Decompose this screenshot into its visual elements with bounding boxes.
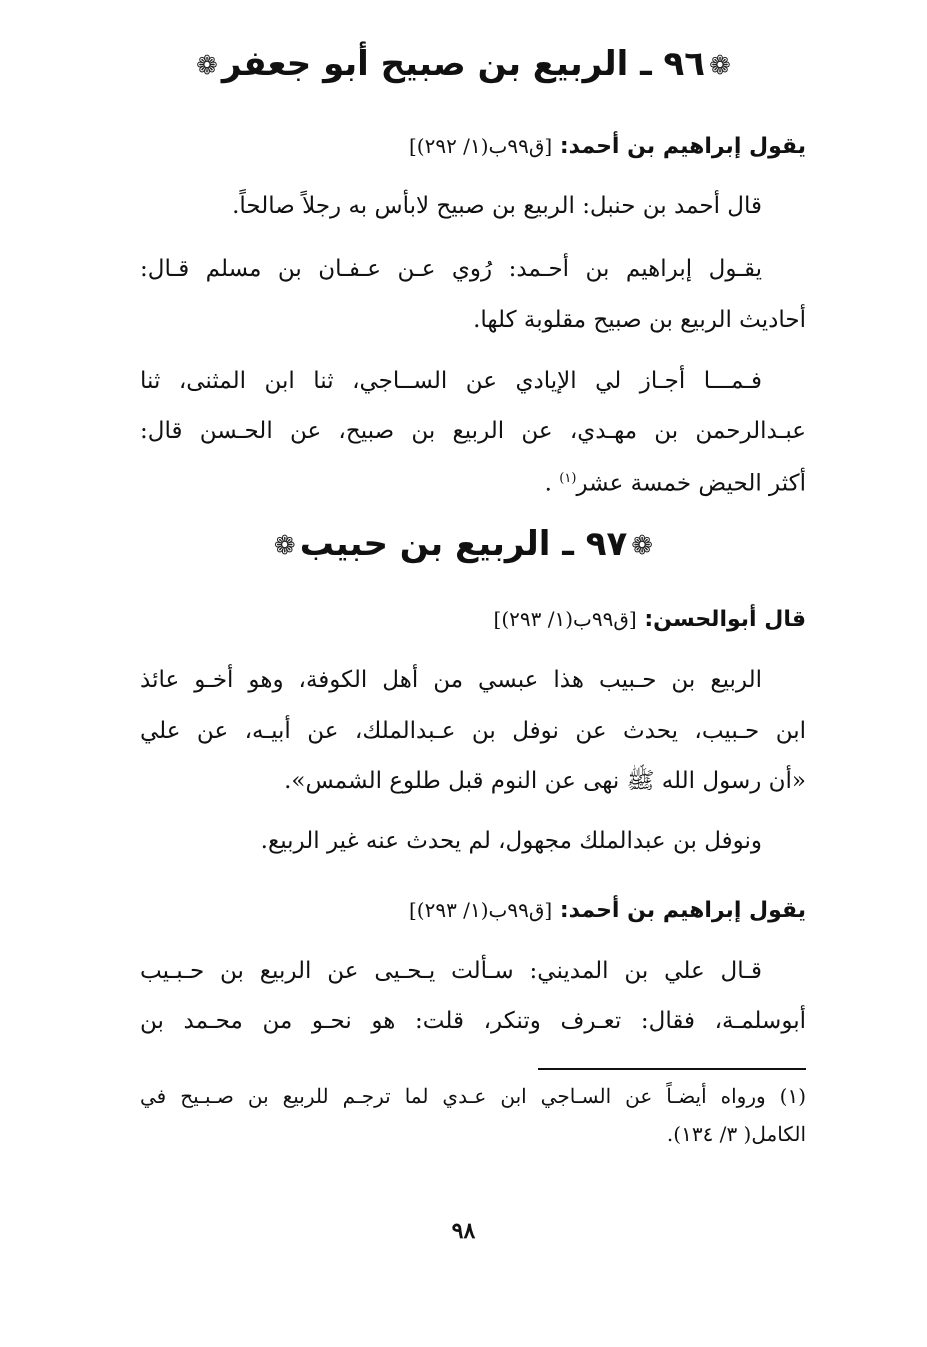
- paragraph-line: قـال علي بن المديني: سـألت يـحـيى عن الربيع بن حـبـيب: [140, 958, 762, 984]
- narrator-label: يقول إبراهيم بن أحمد:: [559, 898, 806, 923]
- paragraph-line: ونوفل بن عبدالملك مجهول، لم يحدث عنه غير الربيع.: [260, 828, 762, 854]
- section-97-title: [0, 524, 927, 564]
- ornament-icon: ❁: [709, 50, 731, 81]
- section-96-title: [0, 44, 927, 84]
- ornament-icon: ❁: [631, 530, 654, 561]
- paragraph-line: الربيع بن حـبيب هذا عبسي من أهل الكوفة، وهو أخـو عائذ: [140, 667, 762, 693]
- section-96-title-text: ٩٦ ـ الربيع بن صبيح أبو جعفر: [221, 44, 706, 84]
- paragraph-line: «أن رسول الله ﷺ نهى عن النوم قبل طلوع الشمس».: [284, 768, 806, 794]
- paragraph-line: أحاديث الربيع بن صبيح مقلوبة كلها.: [473, 307, 806, 333]
- footnote-line: الكامل( ٣/ ١٣٤).: [666, 1122, 806, 1146]
- narrator-label: يقول إبراهيم بن أحمد:: [559, 134, 806, 159]
- footnote-separator: [538, 1068, 806, 1070]
- page-number: ٩٨: [451, 1218, 476, 1244]
- narrator-heading: [140, 604, 806, 635]
- narrator-heading: [140, 131, 806, 162]
- sentence-end: .: [544, 470, 552, 497]
- paragraph-text: أكثر الحيض خمسة عشر: [576, 470, 806, 497]
- section-97-title-text: ٩٧ ـ الربيع بن حبيب: [299, 524, 628, 564]
- paragraph-line: ابن حـبيب، يحدث عن نوفل بن عـبدالملك، عن أبيـه، عن علي: [140, 718, 806, 744]
- paragraph-line: يقـول إبراهيم بن أحـمد: رُوي عـن عـفـان بن مسلم قـال:: [140, 256, 762, 282]
- footnote-marker[interactable]: (١): [559, 471, 577, 486]
- ornament-icon: ❁: [196, 50, 218, 81]
- paragraph-line: قال أحمد بن حنبل: الربيع بن صبيح لابأس به رجلاً صالحاً.: [232, 193, 762, 219]
- paragraph-line: أبوسلمـة، فقال: تعـرف وتنكر، قلت: هو نحـو من محـمد بن: [140, 1008, 806, 1034]
- manuscript-reference: [ق٩٩ب(١/ ٢٩٣)]: [493, 607, 637, 631]
- paragraph-line: فـمـــا أجـاز لي الإيادي عن الســاجي، ثنا ابن المثنى، ثنا: [140, 368, 762, 394]
- ornament-icon: ❁: [273, 530, 296, 561]
- paragraph-line: عبـدالرحمن بن مهـدي، عن الربيع بن صبيح، عن الحـسن قال:: [140, 418, 806, 444]
- manuscript-reference: [ق٩٩ب(١/ ٢٩٢)]: [408, 134, 553, 158]
- narrator-heading: [140, 895, 806, 926]
- paragraph-line: [140, 464, 806, 499]
- manuscript-reference: [ق٩٩ب(١/ ٢٩٣)]: [408, 898, 553, 922]
- narrator-label: قال أبوالحسن:: [644, 607, 806, 632]
- footnote-line: (١) ورواه أيضـاً عن السـاجي ابن عـدي لما ترجـم للربيع بن صـبـيح في: [140, 1084, 806, 1108]
